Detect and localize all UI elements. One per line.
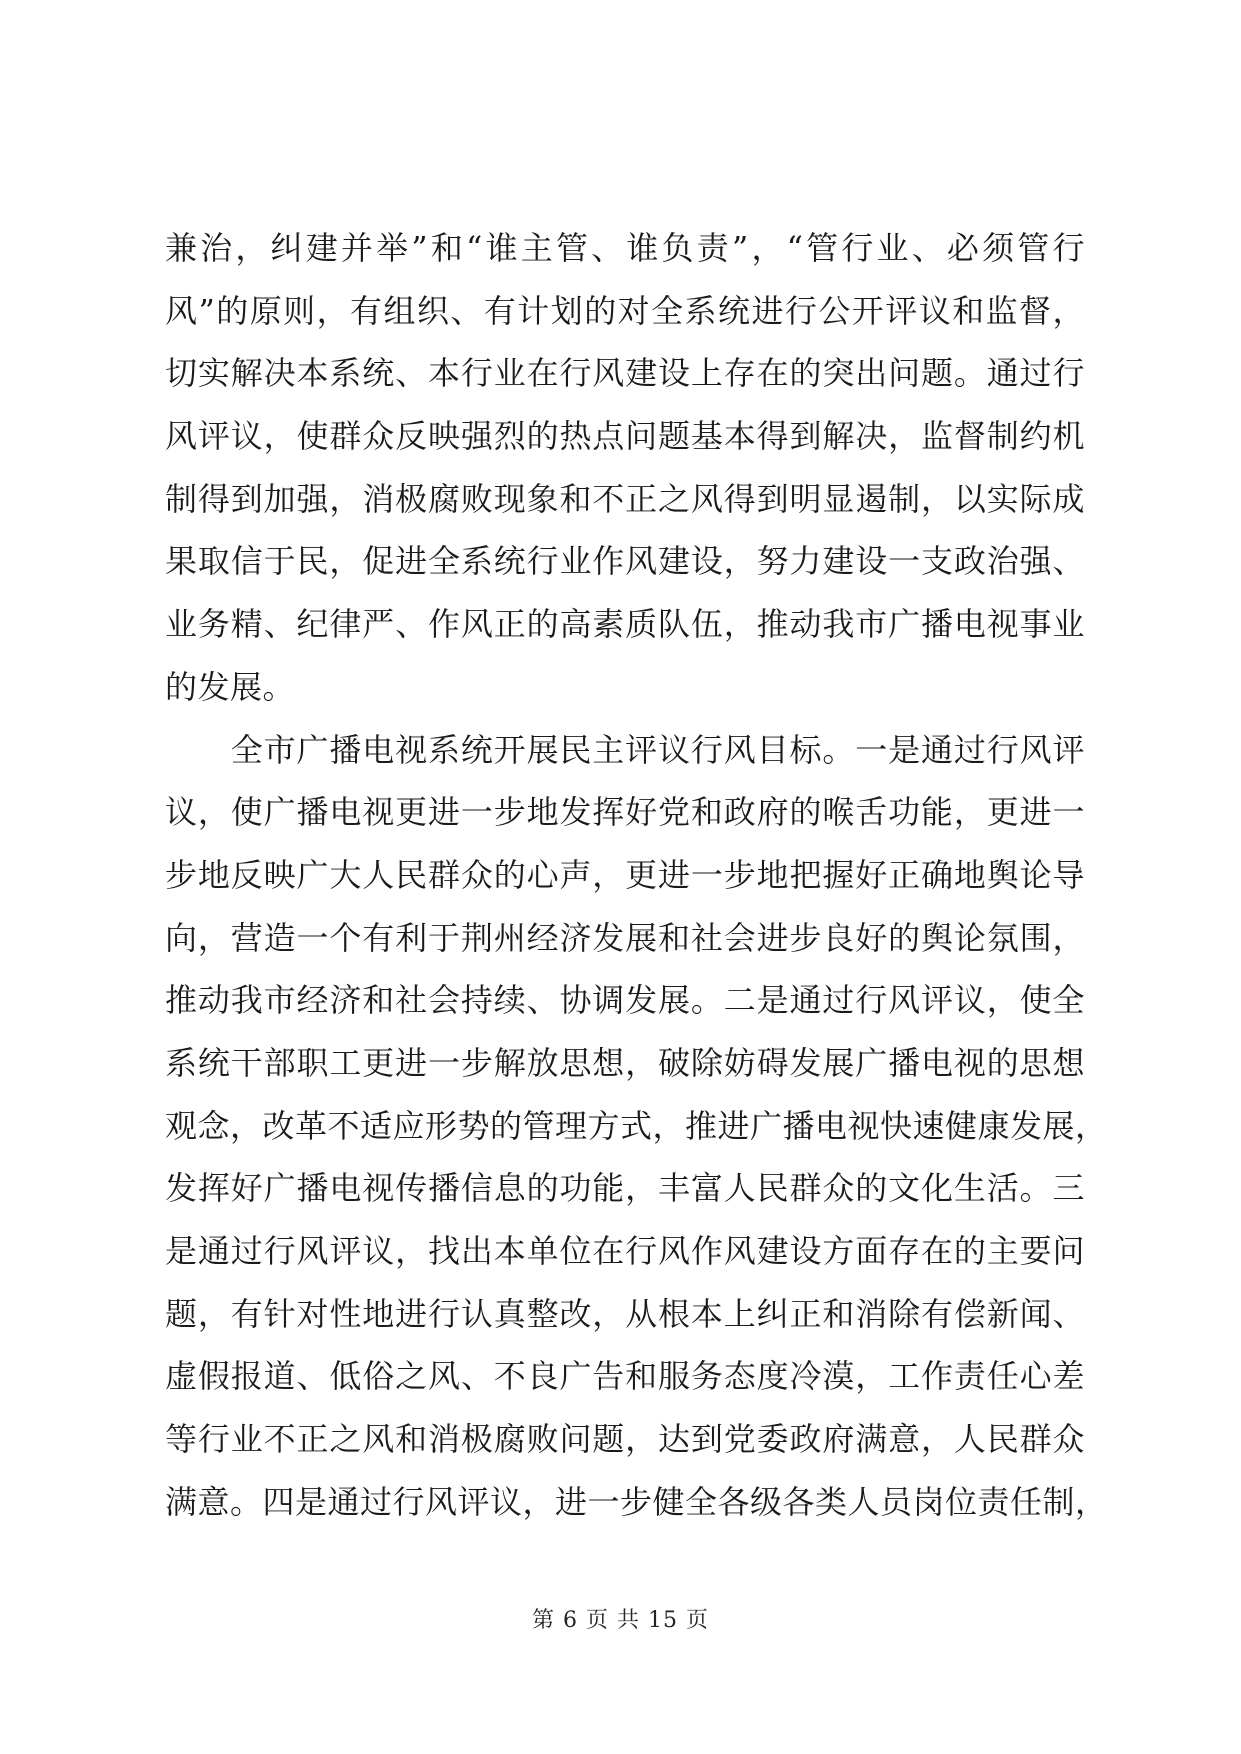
page-number-footer: 第 6 页 共 15 页 — [532, 1608, 709, 1633]
text-line: 全市广播电视系统开展民主评议行风目标。一是通过行风评 — [165, 730, 1085, 769]
text-line: 虚假报道、低俗之风、不良广告和服务态度冷漠，工作责任心差 — [165, 1357, 1085, 1396]
text-line: 是通过行风评议，找出本单位在行风作风建设方面存在的主要问 — [165, 1232, 1085, 1270]
text-line: 满意。四是通过行风评议，进一步健全各级各类人员岗位责任制， — [165, 1482, 1108, 1521]
text-line: 议，使广播电视更进一步地发挥好党和政府的喉舌功能，更进一 — [165, 793, 1085, 832]
text-line: 步地反映广大人民群众的心声，更进一步地把握好正确地舆论导 — [165, 855, 1085, 894]
text-line: 发挥好广播电视传播信息的功能，丰富人民群众的文化生活。三 — [165, 1169, 1085, 1208]
text-line: 兼治，纠建并举”和“谁主管、谁负责”，“管行业、必须管行 — [165, 229, 1085, 267]
text-line: 切实解决本系统、本行业在行风建设上存在的突出问题。通过行 — [165, 354, 1085, 393]
text-line: 向，营造一个有利于荆州经济发展和社会进步良好的舆论氛围， — [165, 918, 1085, 957]
text-line: 制得到加强，消极腐败现象和不正之风得到明显遏制，以实际成 — [165, 479, 1085, 518]
text-line: 的发展。 — [165, 667, 296, 706]
text-line: 风”的原则，有组织、有计划的对全系统进行公开评议和监督， — [165, 291, 1085, 330]
text-line: 推动我市经济和社会持续、协调发展。二是通过行风评议，使全 — [165, 981, 1085, 1020]
text-line: 系统干部职工更进一步解放思想，破除妨碍发展广播电视的思想 — [165, 1043, 1085, 1082]
text-line: 果取信于民，促进全系统行业作风建设，努力建设一支政治强、 — [165, 542, 1085, 581]
text-line: 等行业不正之风和消极腐败问题，达到党委政府满意，人民群众 — [165, 1420, 1085, 1459]
body-text — [165, 229, 1108, 1546]
text-line: 业务精、纪律严、作风正的高素质队伍，推动我市广播电视事业 — [165, 605, 1085, 644]
text-line: 观念，改革不适应形势的管理方式，推进广播电视快速健康发展， — [165, 1106, 1108, 1145]
text-line: 风评议，使群众反映强烈的热点问题基本得到解决，监督制约机 — [165, 417, 1085, 456]
text-line: 题，有针对性地进行认真整改，从根本上纠正和消除有偿新闻、 — [165, 1294, 1085, 1333]
